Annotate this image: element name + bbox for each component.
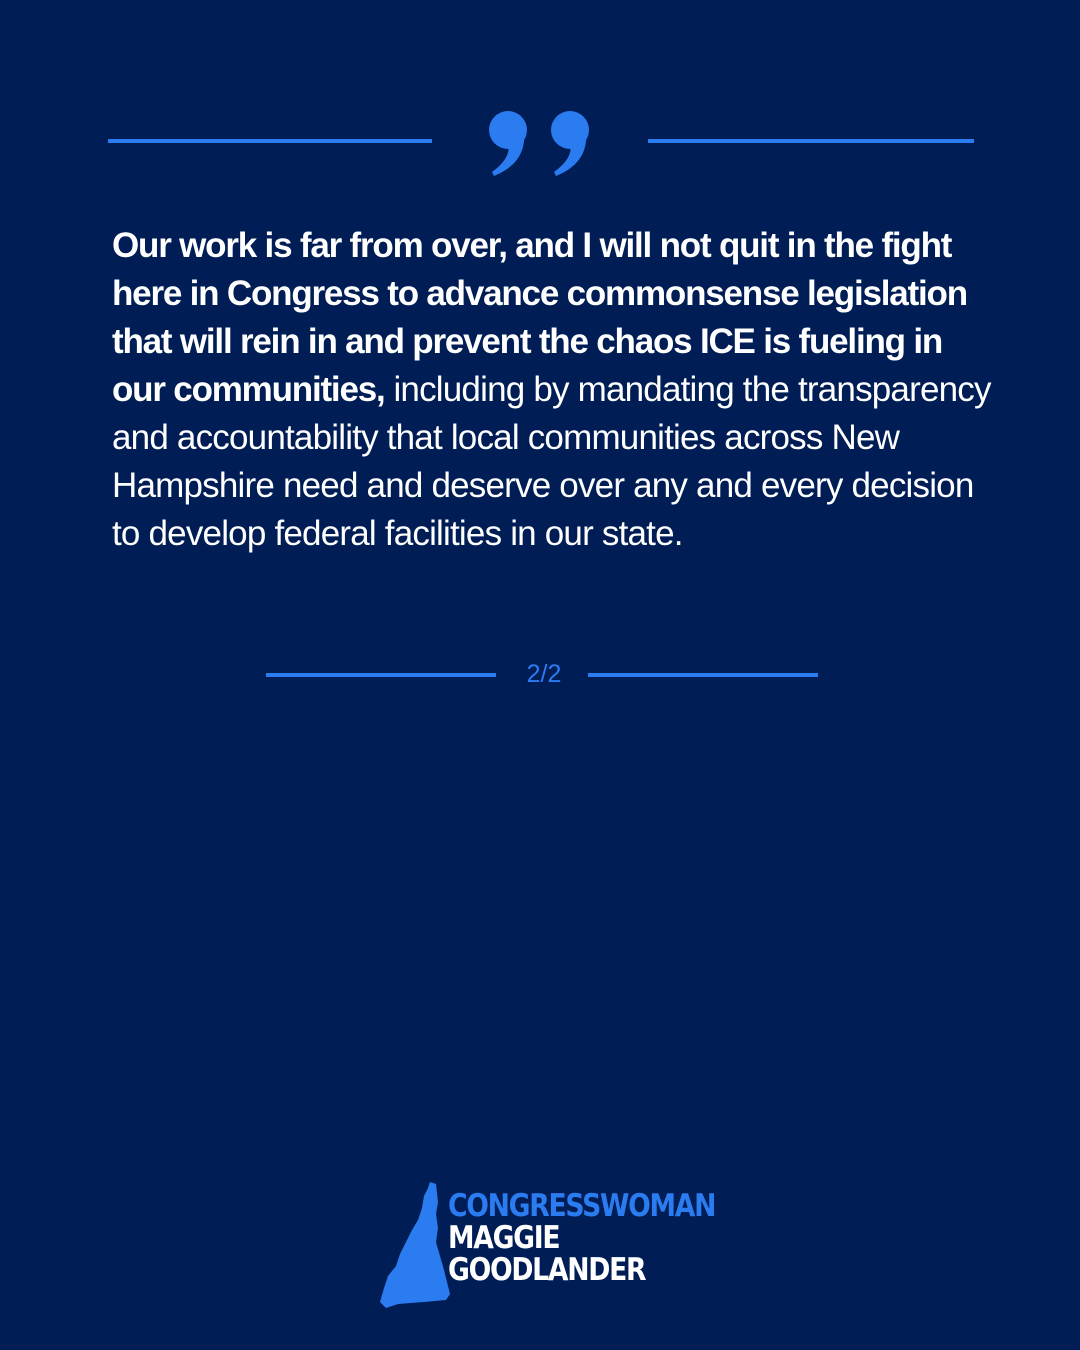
page-indicator: 2/2 — [526, 660, 562, 688]
logo-title-line: CONGRESSWOMAN — [448, 1188, 716, 1224]
logo — [378, 1180, 716, 1310]
logo-first-name: MAGGIE — [448, 1220, 560, 1256]
quote-regular-text: including by mandating the transparency and accountability that local communities across New Hampshire need and deserve over any and every decision to develop federal facilities in our state. — [112, 370, 991, 553]
closing-quote-icon — [484, 106, 594, 178]
indicator-left-rule — [266, 673, 496, 677]
quote-bold-text: Our work is far from over, and I will not quit in the fight here in Congress to advance commonsense legislation that will rein in and prevent the chaos ICE is fueling in our communities, — [112, 226, 967, 409]
indicator-right-rule — [588, 673, 818, 677]
new-hampshire-outline-icon — [378, 1180, 450, 1310]
logo-last-name: GOODLANDER — [448, 1252, 646, 1288]
top-left-rule — [108, 139, 432, 143]
top-right-rule — [648, 139, 974, 143]
quote-text — [112, 222, 992, 558]
